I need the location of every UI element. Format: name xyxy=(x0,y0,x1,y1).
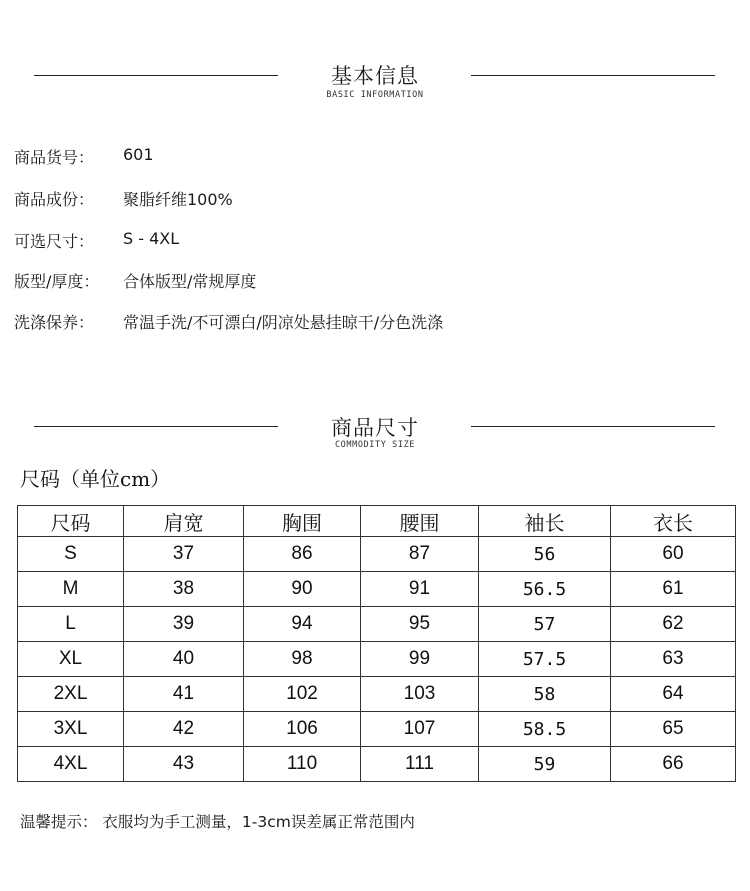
table-cell: M xyxy=(18,572,124,607)
column-header: 尺码 xyxy=(18,506,124,537)
column-header: 衣长 xyxy=(611,506,736,537)
table-cell: 60 xyxy=(611,537,736,572)
table-row xyxy=(18,642,736,677)
info-label: 可选尺寸： xyxy=(14,232,95,251)
table-cell: 59 xyxy=(479,747,611,782)
table-cell: 94 xyxy=(244,607,361,642)
info-label: 洗涤保养： xyxy=(14,313,95,332)
size-table-caption: 尺码（单位cm） xyxy=(20,467,171,491)
table-row xyxy=(18,677,736,712)
table-row xyxy=(18,572,736,607)
table-cell: 90 xyxy=(244,572,361,607)
table-cell: S xyxy=(18,537,124,572)
table-cell: 3XL xyxy=(18,712,124,747)
table-cell: 56 xyxy=(479,537,611,572)
size-section-title: 商品尺寸 xyxy=(331,416,419,440)
table-cell: 40 xyxy=(124,642,244,677)
size-section-subtitle: COMMODITY SIZE xyxy=(334,440,416,450)
table-cell: 58 xyxy=(479,677,611,712)
table-cell: 41 xyxy=(124,677,244,712)
table-cell: L xyxy=(18,607,124,642)
table-cell: 111 xyxy=(361,747,479,782)
table-cell: XL xyxy=(18,642,124,677)
table-row xyxy=(18,607,736,642)
table-cell: 2XL xyxy=(18,677,124,712)
basic-info-title: 基本信息 xyxy=(331,64,419,88)
info-label: 商品货号： xyxy=(14,148,95,167)
table-cell: 86 xyxy=(244,537,361,572)
info-value: S - 4XL xyxy=(123,229,180,248)
table-cell: 95 xyxy=(361,607,479,642)
table-cell: 56.5 xyxy=(479,572,611,607)
table-row xyxy=(18,537,736,572)
table-cell: 58.5 xyxy=(479,712,611,747)
table-cell: 57 xyxy=(479,607,611,642)
table-header-row xyxy=(18,506,736,537)
table-cell: 37 xyxy=(124,537,244,572)
table-cell: 102 xyxy=(244,677,361,712)
table-cell: 65 xyxy=(611,712,736,747)
info-label: 版型/厚度： xyxy=(14,272,100,291)
table-row xyxy=(18,747,736,782)
table-cell: 99 xyxy=(361,642,479,677)
column-header: 胸围 xyxy=(244,506,361,537)
table-cell: 62 xyxy=(611,607,736,642)
column-header: 腰围 xyxy=(361,506,479,537)
table-cell: 4XL xyxy=(18,747,124,782)
table-cell: 39 xyxy=(124,607,244,642)
table-cell: 57.5 xyxy=(479,642,611,677)
size-table xyxy=(17,505,736,782)
table-cell: 66 xyxy=(611,747,736,782)
table-cell: 107 xyxy=(361,712,479,747)
table-cell: 106 xyxy=(244,712,361,747)
table-cell: 103 xyxy=(361,677,479,712)
table-cell: 64 xyxy=(611,677,736,712)
column-header: 肩宽 xyxy=(124,506,244,537)
info-value: 601 xyxy=(123,145,154,164)
info-label: 商品成份： xyxy=(14,190,95,209)
column-header: 袖长 xyxy=(479,506,611,537)
table-cell: 91 xyxy=(361,572,479,607)
table-cell: 43 xyxy=(124,747,244,782)
table-row xyxy=(18,712,736,747)
table-cell: 110 xyxy=(244,747,361,782)
info-value: 常温手洗/不可漂白/阴凉处悬挂晾干/分色洗涤 xyxy=(123,313,444,332)
basic-info-subtitle: BASIC INFORMATION xyxy=(326,90,424,100)
table-cell: 38 xyxy=(124,572,244,607)
table-cell: 98 xyxy=(244,642,361,677)
table-cell: 87 xyxy=(361,537,479,572)
table-cell: 61 xyxy=(611,572,736,607)
measurement-tip: 温馨提示： 衣服均为手工测量，1-3cm误差属正常范围内 xyxy=(20,813,415,831)
info-value: 合体版型/常规厚度 xyxy=(123,272,257,291)
info-value: 聚脂纤维100% xyxy=(123,190,233,209)
table-cell: 42 xyxy=(124,712,244,747)
table-cell: 63 xyxy=(611,642,736,677)
